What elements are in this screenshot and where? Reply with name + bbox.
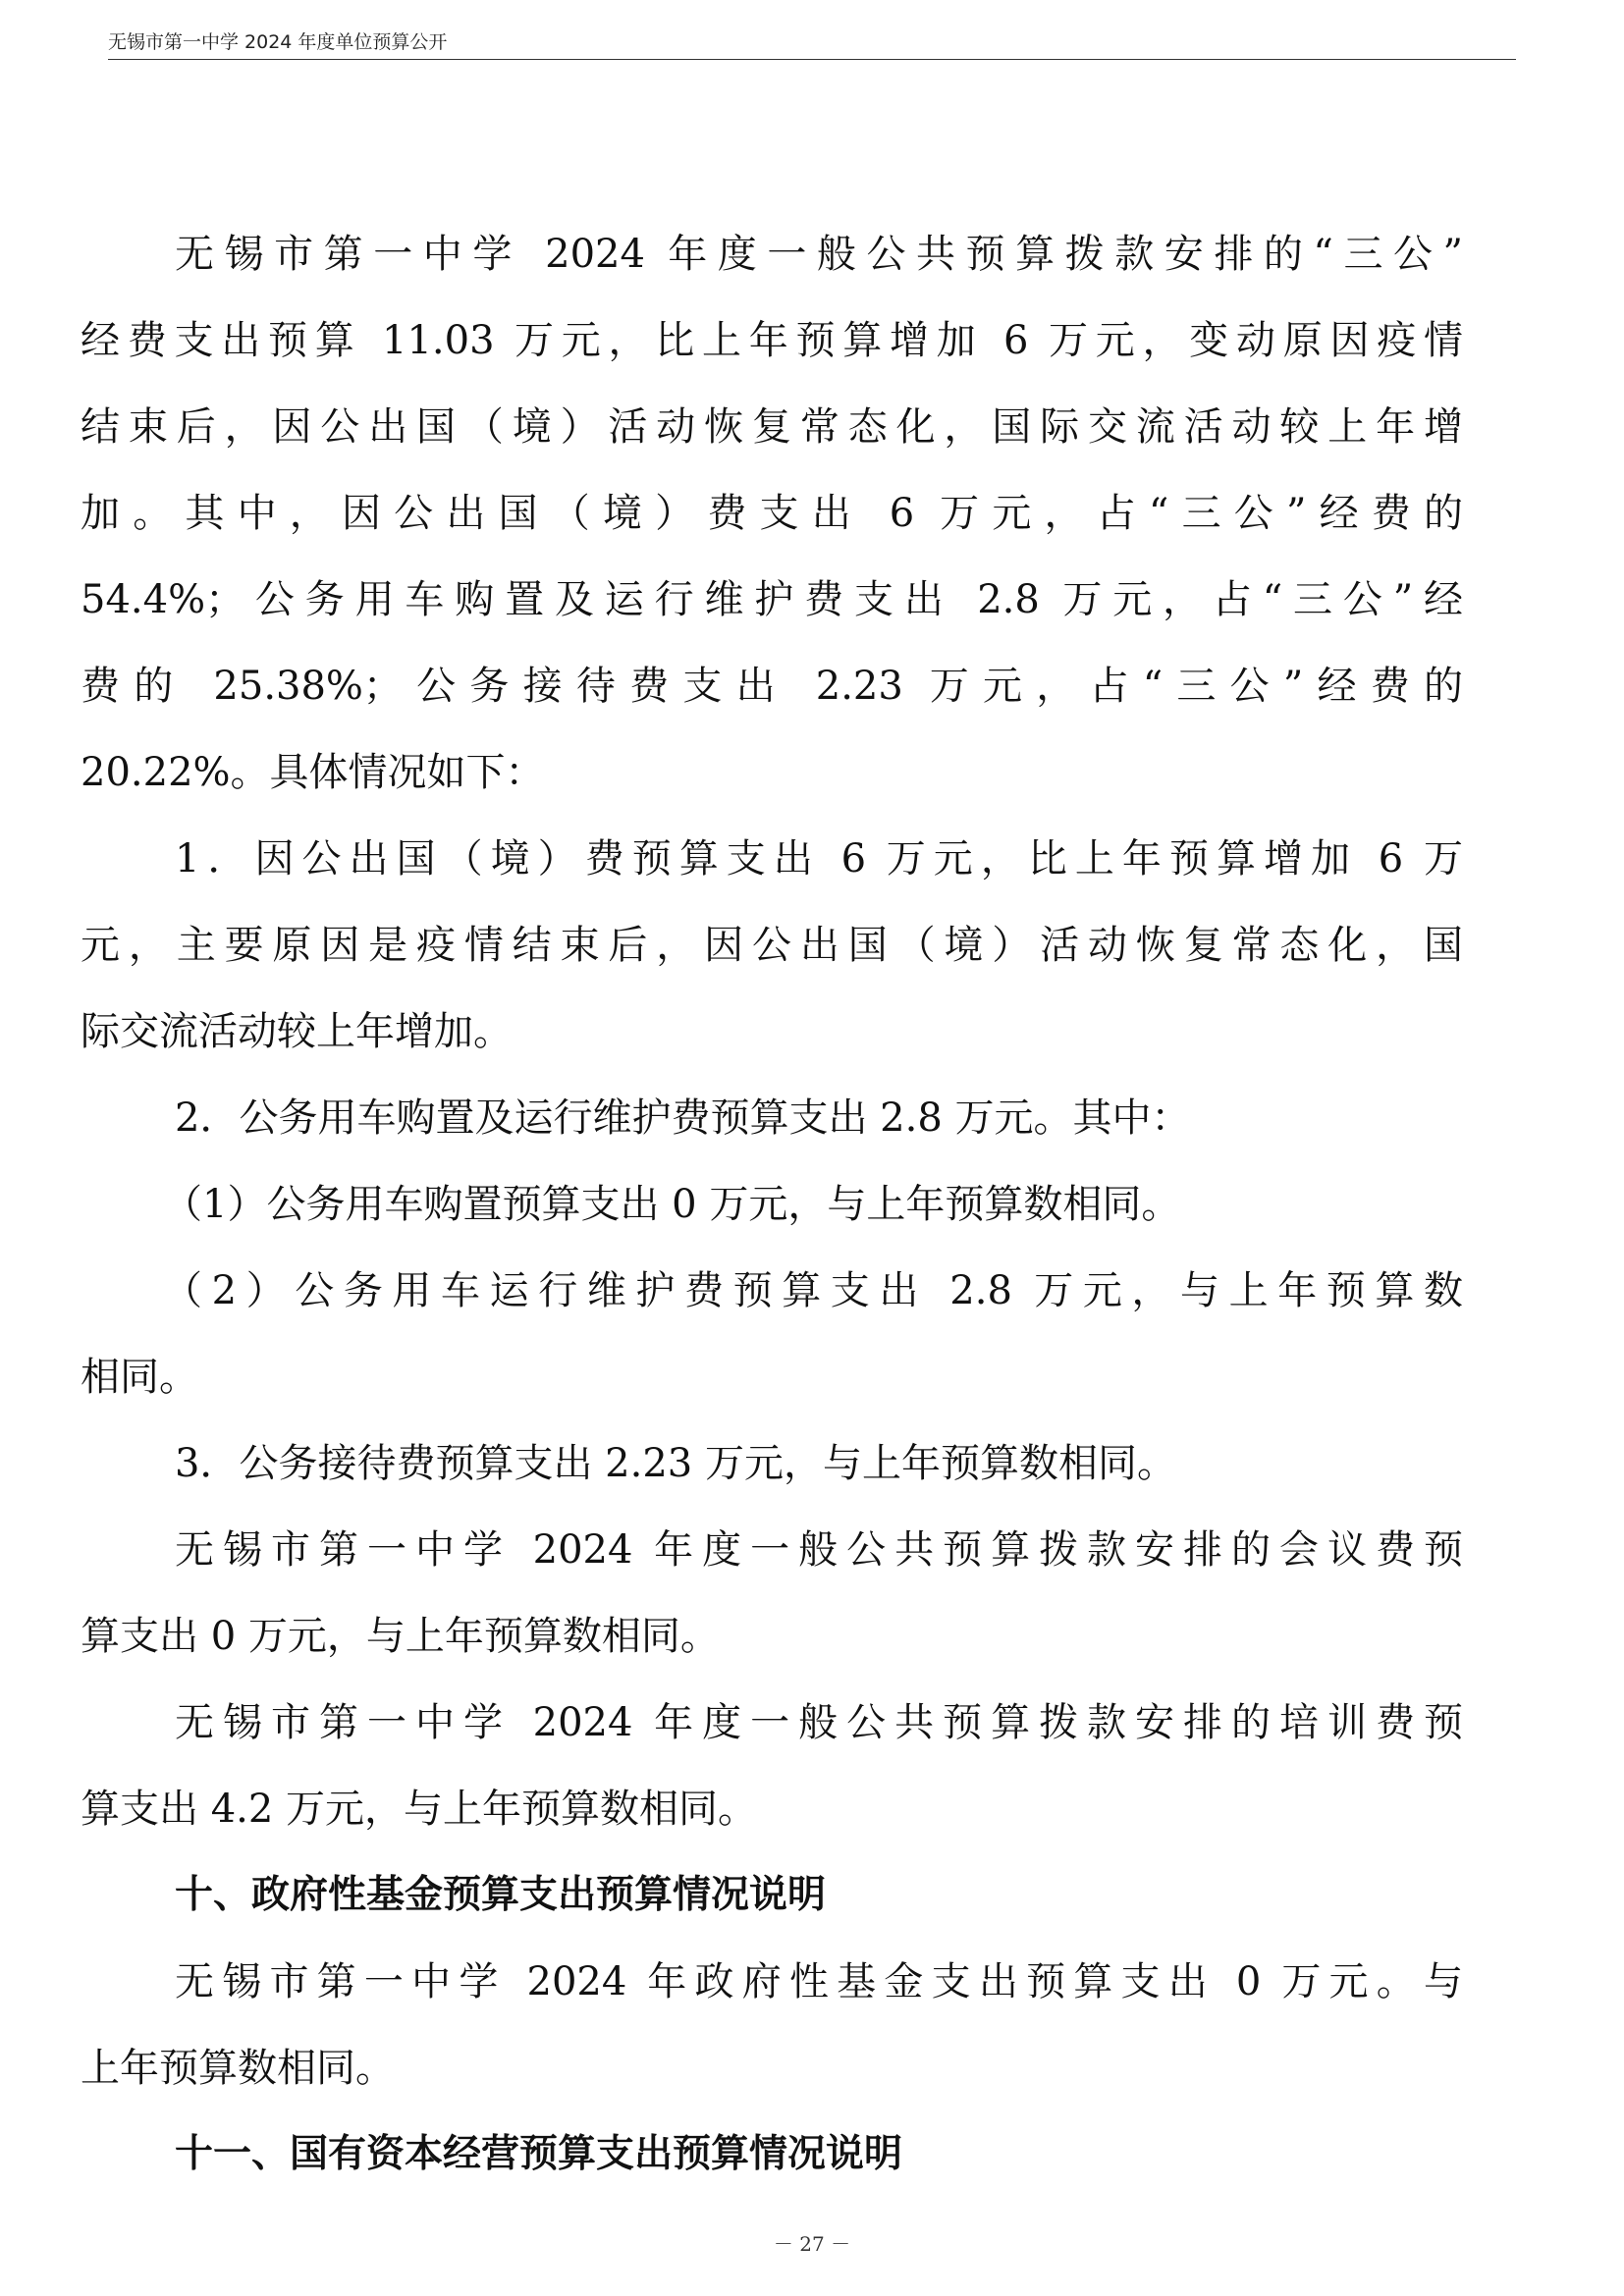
section-heading: 十一、国有资本经营预算支出预算情况说明 [175,2132,903,2176]
page-header [108,26,1516,60]
page-number: － 27 － [773,2232,851,2256]
document-body [81,211,1463,2198]
paragraph-line: （2）公务用车运行维护费预算支出 2.8 万元，与上年预算数 [163,1268,1463,1313]
paragraph-line: 加。其中，因公出国（境）费支出 6 万元，占“三公”经费的 [81,491,1463,536]
section-heading: 十、政府性基金预算支出预算情况说明 [175,1873,827,1917]
paragraph-line: 际交流活动较上年增加。 [81,1009,513,1054]
paragraph-line: 20.22%。具体情况如下： [81,750,545,795]
paragraph-line: 上年预算数相同。 [81,2046,395,2091]
paragraph-line: 54.4%；公务用车购置及运行维护费支出 2.8 万元，占“三公”经 [81,577,1463,622]
paragraph-line: 1．因公出国（境）费预算支出 6 万元，比上年预算增加 6 万 [175,836,1463,881]
paragraph-line: 算支出 0 万元，与上年预算数相同。 [81,1614,720,1659]
paragraph-line: 经费支出预算 11.03 万元，比上年预算增加 6 万元，变动原因疫情 [81,318,1463,363]
paragraph-line: 费的 25.38%；公务接待费支出 2.23 万元，占“三公”经费的 [81,664,1463,709]
paragraph-line: 结束后，因公出国（境）活动恢复常态化，国际交流活动较上年增 [81,404,1463,450]
paragraph-line: 算支出 4.2 万元，与上年预算数相同。 [81,1787,758,1832]
paragraph-line: 无锡市第一中学 2024 年政府性基金支出预算支出 0 万元。与 [175,1959,1463,2004]
paragraph-line: 相同。 [81,1355,198,1400]
paragraph-line: 2．公务用车购置及运行维护费预算支出 2.8 万元。其中： [175,1095,1191,1141]
paragraph-line: 无锡市第一中学 2024 年度一般公共预算拨款安排的会议费预 [175,1527,1463,1573]
paragraph-line: 3．公务接待费预算支出 2.23 万元，与上年预算数相同。 [175,1441,1176,1486]
paragraph-line: （1）公务用车购置预算支出 0 万元，与上年预算数相同。 [163,1182,1181,1227]
paragraph-line: 无锡市第一中学 2024 年度一般公共预算拨款安排的培训费预 [175,1700,1463,1745]
header-title: 无锡市第一中学 2024 年度单位预算公开 [108,31,448,53]
paragraph-line: 无锡市第一中学 2024 年度一般公共预算拨款安排的“三公” [175,232,1463,277]
paragraph-line: 元，主要原因是疫情结束后，因公出国（境）活动恢复常态化，国 [81,923,1463,968]
